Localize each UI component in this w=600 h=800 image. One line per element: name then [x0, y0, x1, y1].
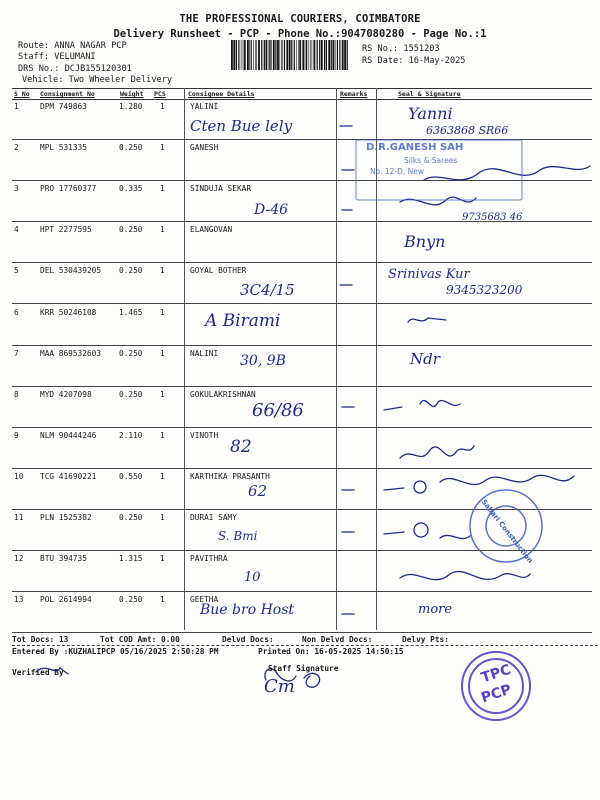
barcode-bar — [244, 40, 246, 70]
cell-consignment: MYD 4207098 — [40, 389, 92, 399]
tpc-pcp-stamp — [462, 652, 530, 720]
cell-weight: 0.250 — [119, 389, 143, 399]
barcode-bar — [342, 40, 344, 70]
barcode-bar — [238, 40, 239, 70]
cell-consignee: NALINI — [190, 348, 219, 358]
cell-consignee: YALINI — [190, 102, 219, 111]
handwriting-row3-phone: 9735683 46 — [462, 212, 523, 223]
barcode-bar — [328, 40, 330, 70]
barcode-bar — [326, 40, 327, 70]
table-row — [12, 429, 592, 469]
header-sno: S No — [14, 90, 30, 98]
cell-weight: 0.250 — [119, 143, 143, 153]
barcode-bar — [243, 40, 244, 70]
cell-pcs: 1 — [160, 471, 165, 481]
cell-sno: 8 — [14, 389, 19, 399]
cell-consignment: POL 2614994 — [40, 595, 92, 605]
cell-consignee: ELANGOVAN — [190, 225, 233, 235]
footer-printed-on: Printed On: 16-05-2025 14:50:15 — [258, 647, 404, 656]
cell-consignee: GOKULAKRISHNAN — [190, 389, 256, 399]
cell-sno: 5 — [14, 266, 19, 276]
row-separator — [12, 468, 592, 469]
table-row — [12, 223, 592, 263]
rs-date: RS Date: 16-May-2025 — [362, 56, 466, 66]
cell-consignee: SINDUJA SEKAR — [190, 184, 252, 194]
route-label: Route: ANNA NAGAR PCP — [18, 41, 127, 51]
cell-pcs: 1 — [160, 184, 165, 194]
cell-weight: 0.250 — [119, 348, 143, 358]
barcode-bar — [273, 40, 275, 70]
handwriting-row3-address: D-46 — [254, 202, 289, 218]
barcode-bar — [296, 40, 297, 70]
cell-consignee: KARTHIKA PRASANTH — [190, 471, 270, 481]
header-remarks: Remarks — [340, 90, 368, 98]
cell-weight: 1.280 — [119, 102, 143, 111]
barcode-bar — [256, 40, 257, 70]
barcode-bar — [299, 40, 301, 70]
cell-pcs: 1 — [160, 348, 165, 358]
cell-consignment: TCG 41690221 — [40, 471, 97, 481]
footer-tot-docs: Tot Docs: 13 — [12, 635, 69, 644]
barcode-bar — [247, 40, 249, 70]
handwriting-row5-address: 3C4/15 — [240, 281, 295, 299]
barcode-bar — [306, 40, 307, 70]
handwriting-row12-address: 10 — [244, 570, 261, 585]
barcode-bar — [269, 40, 270, 70]
barcode-bar — [298, 40, 299, 70]
handwriting-row4-signature: Bnyn — [404, 232, 446, 251]
document-subtitle: Delivery Runsheet - PCP - Phone No.:9047080280 - Page No.:1 — [113, 28, 487, 40]
header-seal: Seal & Signature — [398, 90, 461, 98]
cell-pcs: 1 — [160, 513, 165, 522]
cell-consignee: DURAI SAMY — [190, 513, 237, 522]
tpc-stamp-top: TPC — [479, 661, 513, 687]
vehicle-label: Vehicle: Two Wheeler Delivery — [22, 75, 173, 85]
cell-consignee: GEETHA — [190, 595, 219, 605]
cell-sno: 12 — [14, 554, 24, 564]
ganesh-stamp-line3: No. 12-D, New — [370, 167, 424, 176]
row-separator — [12, 550, 592, 551]
barcode-bar — [344, 40, 346, 70]
cell-sno: 4 — [14, 225, 19, 235]
footer-tot-cod: Tot COD Amt: 0.00 — [100, 635, 180, 644]
cell-pcs: 1 — [160, 266, 165, 276]
cell-consignment: KRR 50246108 — [40, 307, 97, 317]
barcode-bar — [258, 40, 260, 70]
footer-delvy-pts: Delvy Pts: — [402, 635, 449, 644]
cell-weight: 1.465 — [119, 307, 143, 317]
footer-staff-signature: Staff Signature — [268, 664, 339, 673]
handwriting-row7-address: 30, 9B — [240, 353, 286, 369]
barcode-bar — [305, 40, 306, 70]
tpc-stamp-bottom: PCP — [479, 681, 514, 707]
cell-pcs: 1 — [160, 554, 165, 564]
ganesh-stamp-name: D.R.GANESH SAH — [366, 142, 464, 153]
handwriting-row5-phone: 9345323200 — [446, 283, 523, 297]
cell-pcs: 1 — [160, 307, 165, 317]
cell-consignee: GANESH — [190, 143, 219, 153]
barcode-bar — [281, 40, 282, 70]
barcode-bar — [284, 40, 285, 70]
barcode-bar — [317, 40, 318, 70]
barcode-bar — [261, 40, 262, 70]
table-row — [12, 347, 592, 387]
barcode-bar — [347, 40, 348, 70]
row-separator — [12, 386, 592, 387]
cell-weight: 0.335 — [119, 184, 143, 194]
table-row — [12, 141, 592, 181]
barcode-bar — [266, 40, 268, 70]
row-separator — [12, 591, 592, 592]
barcode-bar — [241, 40, 242, 70]
barcode-bar — [331, 40, 332, 70]
cell-consignment: NLM 90444246 — [40, 430, 97, 440]
handwriting-row1-phone: 6363868 SR66 — [426, 124, 509, 137]
barcode-bar — [333, 40, 335, 70]
barcode-bar — [286, 40, 288, 70]
document-title: THE PROFESSIONAL COURIERS, COIMBATORE — [179, 13, 421, 25]
table-row — [12, 388, 592, 428]
footer-non-delvd-docs: Non Delvd Docs: — [302, 635, 373, 644]
cell-consignment: PRO 17760377 — [40, 184, 97, 194]
barcode-bar — [310, 40, 311, 70]
barcode-bar — [339, 40, 340, 70]
cell-sno: 3 — [14, 184, 19, 194]
cell-weight: 1.315 — [119, 554, 143, 564]
barcode-bar — [255, 40, 256, 70]
cell-sno: 11 — [14, 513, 24, 522]
barcode-bar — [321, 40, 323, 70]
cell-consignment: HPT 2277595 — [40, 225, 92, 235]
row-separator — [12, 427, 592, 428]
barcode-bar — [233, 40, 235, 70]
barcode-bar — [264, 40, 265, 70]
row-separator — [12, 262, 592, 263]
barcode-bar — [309, 40, 310, 70]
staff-signature: Cm — [264, 676, 295, 697]
cell-consignment: PLN 1525382 — [40, 513, 92, 522]
cell-sno: 10 — [14, 471, 24, 481]
cell-weight: 0.250 — [119, 513, 143, 522]
barcode-bar — [337, 40, 338, 70]
staff-label: Staff: VELUMANI — [18, 52, 96, 62]
table-row — [12, 264, 592, 304]
rs-number: RS No.: 1551203 — [362, 44, 440, 54]
drs-number: DRS No.: DCJB155120301 — [18, 64, 132, 74]
table-row — [12, 511, 592, 551]
cell-consignee: VINOTH — [190, 430, 219, 440]
cell-sno: 1 — [14, 102, 19, 111]
cell-consignment: DEL 530439205 — [40, 266, 102, 276]
cell-weight: 0.250 — [119, 225, 143, 235]
cell-pcs: 1 — [160, 389, 165, 399]
handwriting-row9-address: 82 — [230, 437, 252, 457]
cell-sno: 6 — [14, 307, 19, 317]
row-separator — [12, 303, 592, 304]
barcode-bar — [277, 40, 279, 70]
barcode-bar — [251, 40, 252, 70]
cell-consignment: DPM 749863 — [40, 102, 87, 111]
barcode-bar — [236, 40, 237, 70]
barcode-bar — [289, 40, 291, 70]
table-row — [12, 552, 592, 592]
cell-consignment: BTU 394735 — [40, 554, 87, 564]
table-top-rule — [12, 88, 592, 89]
handwriting-row5-signature: Srinivas Kur — [388, 267, 470, 282]
cell-pcs: 1 — [160, 595, 165, 605]
table-row — [12, 593, 592, 633]
ganesh-stamp-line2: Silks & Sarees — [404, 156, 458, 165]
barcode-bar — [231, 40, 233, 70]
handwriting-row11-address: S. Bmi — [218, 529, 258, 543]
row-separator — [12, 221, 592, 222]
barcode-bar — [319, 40, 320, 70]
handwriting-row7-signature: Ndr — [410, 350, 440, 368]
barcode-bar — [335, 40, 336, 70]
cell-weight: 0.250 — [119, 595, 143, 605]
table-row — [12, 306, 592, 346]
row-separator — [12, 632, 592, 633]
barcode — [230, 40, 350, 70]
barcode-bar — [312, 40, 313, 70]
barcode-bar — [324, 40, 325, 70]
row-separator — [12, 509, 592, 510]
cell-sno: 9 — [14, 430, 19, 440]
table-row — [12, 100, 592, 140]
header-weight: Weight — [120, 90, 144, 98]
cell-pcs: 1 — [160, 430, 165, 440]
cell-pcs: 1 — [160, 143, 165, 153]
cell-weight: 0.250 — [119, 266, 143, 276]
table-row — [12, 470, 592, 510]
cell-weight: 2.110 — [119, 430, 143, 440]
header-consignee: Consignee Details — [188, 90, 255, 98]
handwriting-row13-address: Bue bro Host — [200, 602, 295, 618]
row-separator — [12, 345, 592, 346]
cell-sno: 2 — [14, 143, 19, 153]
cell-sno: 7 — [14, 348, 19, 358]
handwriting-row10-address: 62 — [248, 482, 268, 500]
cell-consignee: PAVITHRA — [190, 554, 228, 564]
barcode-bar — [314, 40, 316, 70]
cell-consignment: MAA 869532603 — [40, 348, 102, 358]
table-row — [12, 182, 592, 222]
cell-consignee: GOYAL BOTHER — [190, 266, 247, 276]
barcode-bar — [270, 40, 271, 70]
barcode-bar — [280, 40, 281, 70]
footer-entered-by: Entered By :KUZHALIPCP 05/16/2025 2:50:28 PM — [12, 647, 219, 656]
barcode-bar — [302, 40, 304, 70]
handwriting-row8-address: 66/86 — [252, 400, 304, 421]
handwriting-row6-name: A Birami — [205, 311, 281, 331]
cell-sno: 13 — [14, 595, 24, 605]
cell-weight: 0.550 — [119, 471, 143, 481]
handwriting-row13-signature: more — [418, 602, 453, 617]
cell-pcs: 1 — [160, 102, 165, 111]
cell-consignment: MPL 531335 — [40, 143, 87, 153]
row-separator — [12, 139, 592, 140]
handwriting-row1-signature: Yanni — [408, 104, 453, 123]
barcode-bar — [249, 40, 250, 70]
footer-rule — [12, 645, 598, 646]
sabari-stamp-text: Sabari Construction — [479, 498, 535, 565]
handwriting-row1-address: Cten Bue lely — [190, 117, 293, 135]
row-separator — [12, 180, 592, 181]
cell-pcs: 1 — [160, 225, 165, 235]
barcode-bar — [294, 40, 295, 70]
footer-delvd-docs: Delvd Docs: — [222, 635, 274, 644]
barcode-bar — [253, 40, 254, 70]
footer-verified-by: Verified By — [12, 668, 64, 677]
header-pcs: PCS — [154, 90, 166, 98]
barcode-bar — [291, 40, 292, 70]
barcode-bar — [275, 40, 276, 70]
header-consignment: Consignment No — [40, 90, 95, 98]
